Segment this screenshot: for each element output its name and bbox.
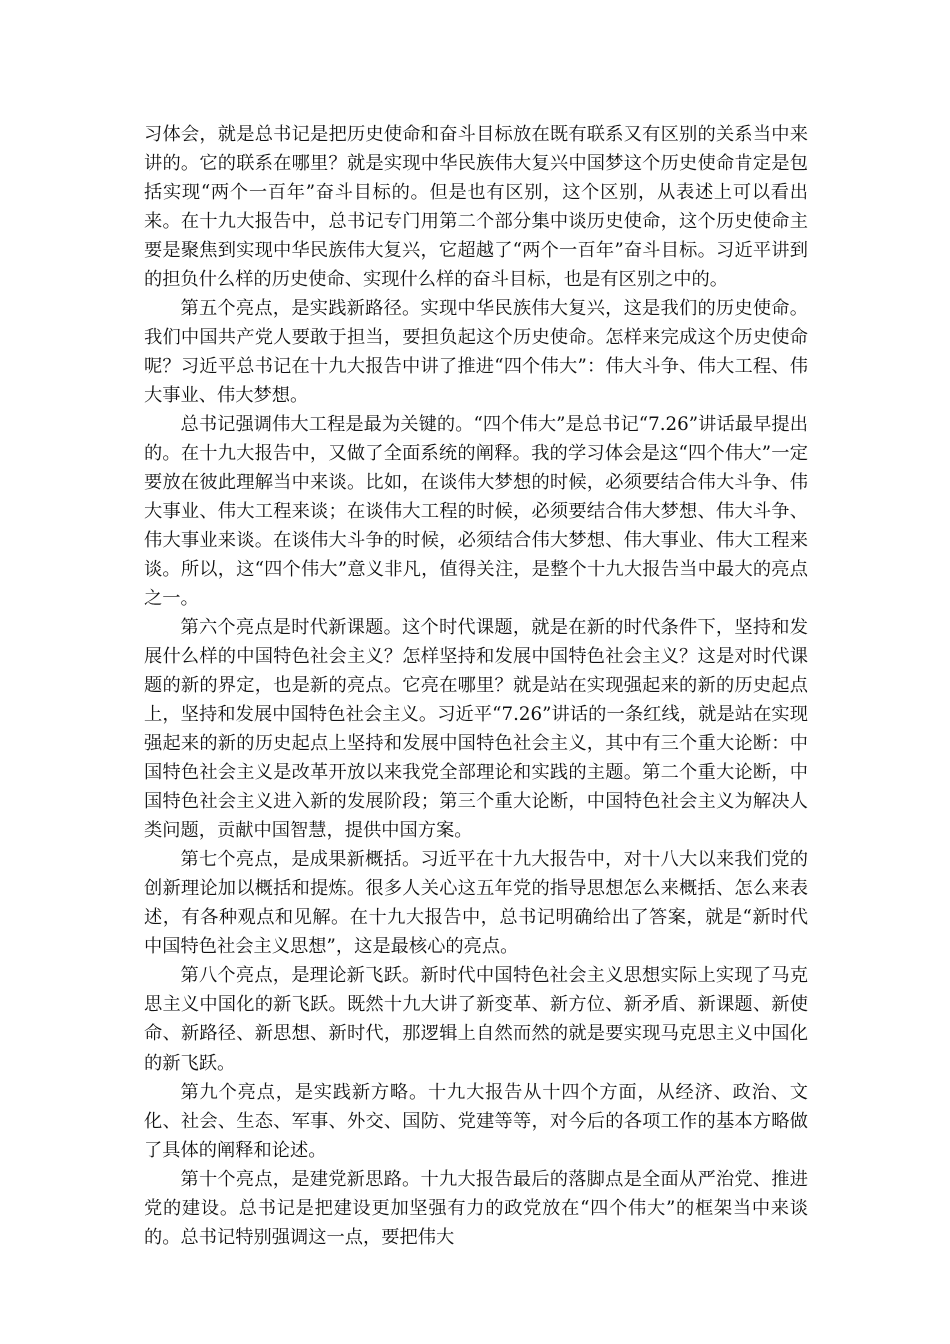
- paragraph-7: 第九个亮点，是实践新方略。十九大报告从十四个方面，从经济、政治、文化、社会、生态、军事、外交、国防、党建等等，对今后的各项工作的基本方略做了具体的阐释和论述。: [144, 1081, 808, 1161]
- paragraph-4: 第六个亮点是时代新课题。这个时代课题，就是在新的时代条件下，坚持和发展什么样的中国特色社会主义？怎样坚持和发展中国特色社会主义？这是对时代课题的新的界定，也是新的亮点。它亮在哪里？就是站在实现强起来的新的历史起点上，坚持和发展中国特色社会主义。习近平“7.26”讲话的一条红线，就是站在实现强起来的新的历史起点上坚持和发展中国特色社会主义，其中有三个重大论断：中国特色社会主义是改革开放以来我党全部理论和实践的主题。第二个重大论断，中国特色社会主义进入新的发展阶段；第三个重大论断，中国特色社会主义为解决人类问题，贡献中国智慧，提供中国方案。: [144, 617, 808, 842]
- paragraph-2: 第五个亮点，是实践新路径。实现中华民族伟大复兴，这是我们的历史使命。我们中国共产党人要敢于担当，要担负起这个历史使命。怎样来完成这个历史使命呢？习近平总书记在十九大报告中讲了推进“四个伟大”：伟大斗争、伟大工程、伟大事业、伟大梦想。: [144, 298, 808, 407]
- document-body: [144, 120, 808, 1252]
- paragraph-8: 第十个亮点，是建党新思路。十九大报告最后的落脚点是全面从严治党、推进党的建设。总书记是把建设更加坚强有力的政党放在“四个伟大”的框架当中来谈的。总书记特别强调这一点，要把伟大: [144, 1168, 808, 1248]
- paragraph-6: 第八个亮点，是理论新飞跃。新时代中国特色社会主义思想实际上实现了马克思主义中国化的新飞跃。既然十九大讲了新变革、新方位、新矛盾、新课题、新使命、新路径、新思想、新时代，那逻辑上自然而然的就是要实现马克思主义中国化的新飞跃。: [144, 965, 808, 1074]
- paragraph-1: 习体会，就是总书记是把历史使命和奋斗目标放在既有联系又有区别的关系当中来讲的。它的联系在哪里？就是实现中华民族伟大复兴中国梦这个历史使命肯定是包括实现“两个一百年”奋斗目标的。但是也有区别，这个区别，从表述上可以看出来。在十九大报告中，总书记专门用第二个部分集中谈历史使命，这个历史使命主要是聚焦到实现中华民族伟大复兴，它超越了“两个一百年”奋斗目标。习近平讲到的担负什么样的历史使命、实现什么样的奋斗目标，也是有区别之中的。: [144, 124, 808, 291]
- paragraph-5: 第七个亮点，是成果新概括。习近平在十九大报告中，对十八大以来我们党的创新理论加以概括和提炼。很多人关心这五年党的指导思想怎么来概括、怎么来表述，有各种观点和见解。在十九大报告中，总书记明确给出了答案，就是“新时代中国特色社会主义思想”，这是最核心的亮点。: [144, 849, 808, 958]
- paragraph-3: 总书记强调伟大工程是最为关键的。“四个伟大”是总书记“7.26”讲话最早提出的。在十九大报告中，又做了全面系统的阐释。我的学习体会是这“四个伟大”一定要放在彼此理解当中来谈。比如，在谈伟大梦想的时候，必须要结合伟大斗争、伟大事业、伟大工程来谈；在谈伟大工程的时候，必须要结合伟大梦想、伟大斗争、伟大事业来谈。在谈伟大斗争的时候，必须结合伟大梦想、伟大事业、伟大工程来谈。所以，这“四个伟大”意义非凡，值得关注，是整个十九大报告当中最大的亮点之一。: [144, 414, 808, 610]
